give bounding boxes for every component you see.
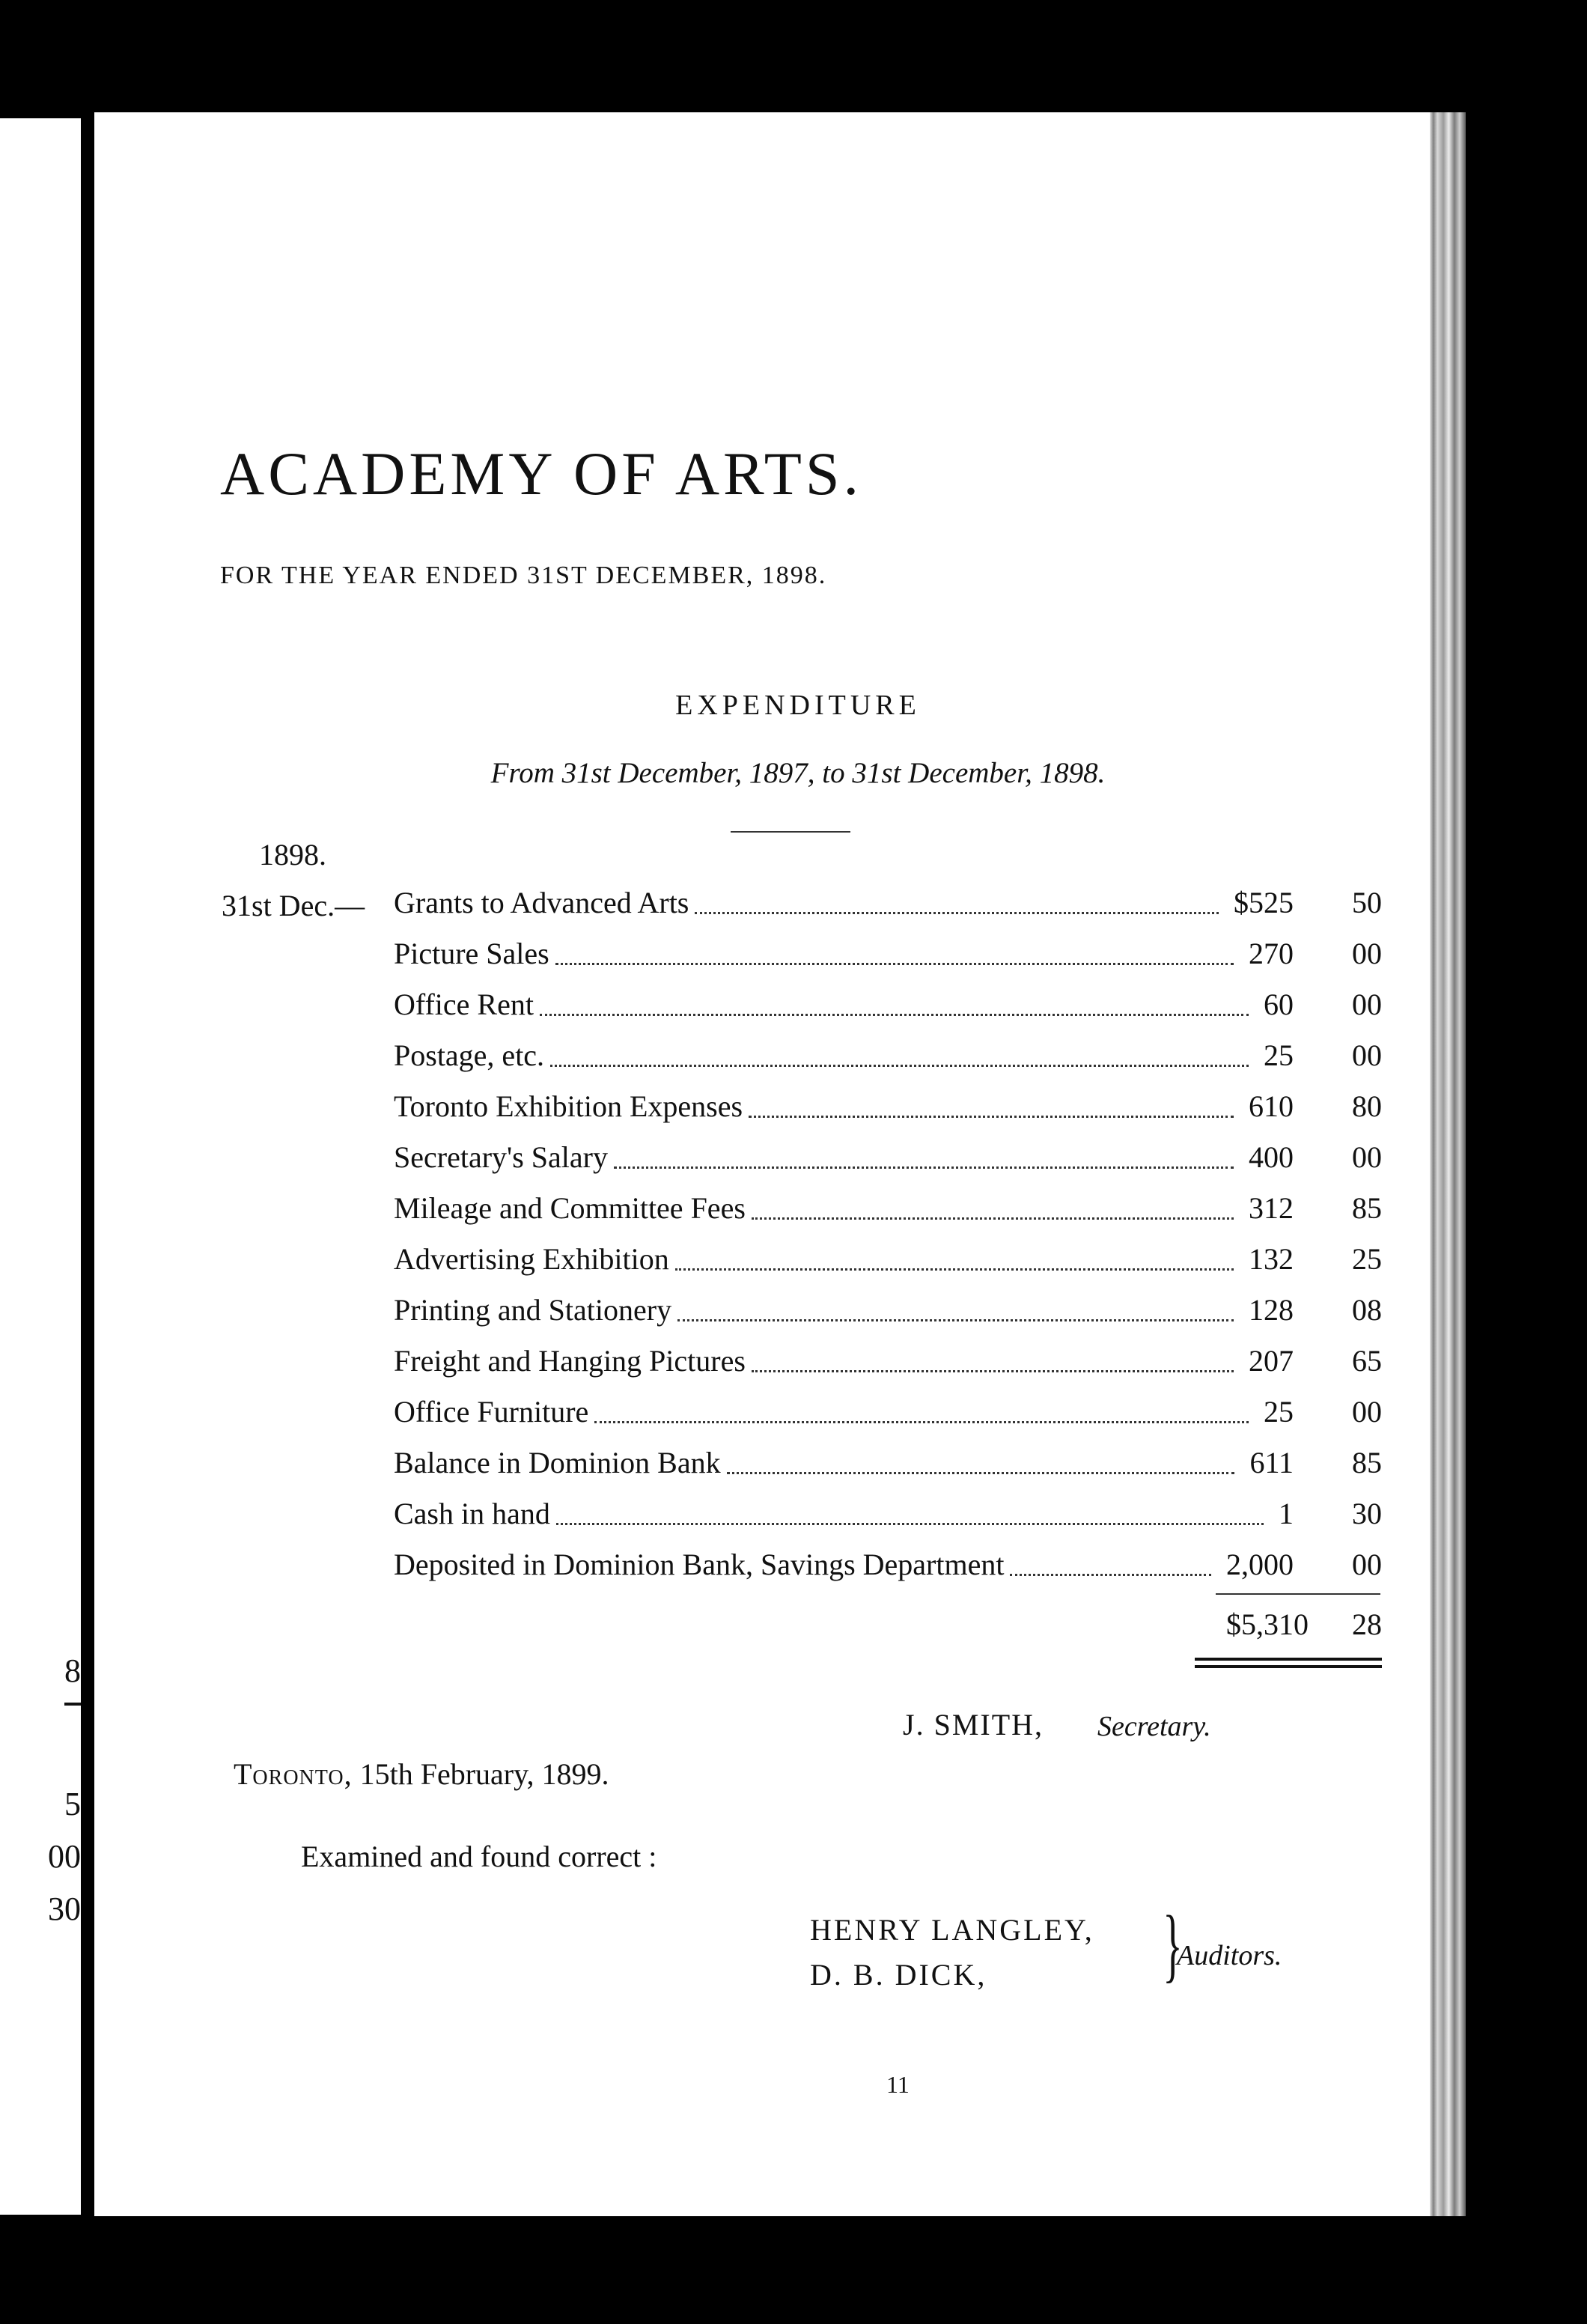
- expenditure-description: Picture Sales: [394, 937, 549, 970]
- expenditure-row: [394, 1132, 1382, 1183]
- expenditure-description: Balance in Dominion Bank: [394, 1446, 721, 1479]
- expenditure-row: [394, 1183, 1382, 1234]
- expenditure-description: Office Furniture: [394, 1395, 589, 1429]
- expenditure-description: Grants to Advanced Arts: [394, 886, 689, 919]
- amount-cents: 00: [1352, 1548, 1382, 1581]
- page-edge: [1425, 112, 1466, 2216]
- amount-dollars: 25: [1264, 1038, 1294, 1072]
- amount-dollars: 25: [1264, 1395, 1294, 1429]
- dot-leader: [695, 882, 1219, 914]
- amount-dollars: 312: [1249, 1191, 1294, 1225]
- amount-dollars: 270: [1249, 937, 1294, 970]
- expenditure-description: Advertising Exhibition: [394, 1242, 669, 1276]
- expenditure-row: [394, 1438, 1382, 1488]
- dot-leader: [752, 1340, 1234, 1372]
- dot-leader: [677, 1289, 1234, 1321]
- expenditure-row: [394, 1539, 1382, 1590]
- double-rule-bottom: [1195, 1665, 1382, 1668]
- amount-dollars: 128: [1249, 1293, 1294, 1327]
- examined-statement: Examined and found correct :: [301, 1840, 657, 1873]
- expenditure-description: Office Rent: [394, 988, 534, 1021]
- auditors-role: Auditors.: [1177, 1940, 1282, 1971]
- total-dollars: $5,310: [1226, 1607, 1309, 1641]
- expenditure-row: [394, 877, 1382, 928]
- amount-dollars: 610: [1249, 1089, 1294, 1123]
- date-range: From 31st December, 1897, to 31st December, 1898.: [490, 757, 1106, 789]
- amount-dollars: 207: [1249, 1344, 1294, 1378]
- expenditure-row: [394, 1387, 1382, 1438]
- left-page-fragment: 30: [48, 1890, 81, 1927]
- left-page-fragment: 00: [48, 1838, 81, 1875]
- city: Toronto,: [234, 1757, 353, 1791]
- amount-cents: 80: [1352, 1089, 1382, 1123]
- expenditure-description: Cash in hand: [394, 1497, 550, 1530]
- document-page: [94, 112, 1430, 2216]
- amount-cents: 00: [1352, 1395, 1382, 1429]
- expenditure-description: Secretary's Salary: [394, 1140, 608, 1174]
- amount-cents: 85: [1352, 1191, 1382, 1225]
- ledger-year: 1898.: [259, 838, 326, 872]
- expenditure-row: [394, 979, 1382, 1030]
- dot-leader: [555, 933, 1234, 965]
- amount-dollars: 60: [1264, 988, 1294, 1021]
- dot-leader: [594, 1391, 1249, 1423]
- amount-dollars: 1: [1279, 1497, 1294, 1530]
- amount-cents: 00: [1352, 1038, 1382, 1072]
- brace-glyph: }: [1163, 1899, 1183, 1990]
- amount-cents: 00: [1352, 1140, 1382, 1174]
- auditor-name: HENRY LANGLEY,: [810, 1913, 1094, 1947]
- expenditure-row: [394, 1336, 1382, 1387]
- amount-dollars: $525: [1234, 886, 1294, 919]
- dot-leader: [556, 1493, 1264, 1525]
- left-page-rule: [64, 1703, 81, 1706]
- expenditure-row: [394, 928, 1382, 979]
- expenditure-description: Printing and Stationery: [394, 1293, 672, 1327]
- dot-leader: [1010, 1544, 1211, 1576]
- amount-cents: 50: [1352, 886, 1382, 919]
- sum-rule: [1216, 1593, 1380, 1595]
- left-page-fragment: 8: [64, 1652, 81, 1689]
- section-heading: EXPENDITURE: [675, 690, 921, 721]
- expenditure-list: [394, 877, 1382, 1590]
- double-rule-top: [1195, 1658, 1382, 1661]
- ledger-date: 31st Dec.—: [222, 889, 365, 922]
- amount-dollars: 400: [1249, 1140, 1294, 1174]
- expenditure-description: Toronto Exhibition Expenses: [394, 1089, 743, 1123]
- secretary-title: Secretary.: [1097, 1711, 1211, 1742]
- dot-leader: [727, 1442, 1234, 1474]
- left-facing-page: [0, 118, 81, 2215]
- dot-leader: [749, 1086, 1234, 1118]
- divider: [731, 831, 850, 833]
- total-amount: [1142, 1607, 1382, 1652]
- total-cents: 28: [1352, 1607, 1382, 1641]
- amount-cents: 30: [1352, 1497, 1382, 1530]
- expenditure-row: [394, 1081, 1382, 1132]
- auditor-name: D. B. DICK,: [810, 1958, 987, 1992]
- expenditure-row: [394, 1285, 1382, 1336]
- dot-leader: [675, 1238, 1234, 1271]
- amount-cents: 85: [1352, 1446, 1382, 1479]
- expenditure-row: [394, 1030, 1382, 1081]
- dot-leader: [752, 1187, 1234, 1220]
- amount-cents: 65: [1352, 1344, 1382, 1378]
- dot-leader: [550, 1035, 1249, 1067]
- place-and-date: [234, 1756, 609, 1792]
- date: 15th February, 1899.: [359, 1757, 609, 1791]
- amount-cents: 08: [1352, 1293, 1382, 1327]
- amount-cents: 00: [1352, 937, 1382, 970]
- amount-dollars: 2,000: [1226, 1548, 1294, 1581]
- secretary-name: J. SMITH,: [903, 1708, 1044, 1742]
- expenditure-description: Mileage and Committee Fees: [394, 1191, 746, 1225]
- page-title: ACADEMY OF ARTS.: [220, 439, 862, 508]
- expenditure-description: Freight and Hanging Pictures: [394, 1344, 746, 1378]
- amount-cents: 00: [1352, 988, 1382, 1021]
- expenditure-row: [394, 1488, 1382, 1539]
- expenditure-description: Postage, etc.: [394, 1038, 545, 1072]
- left-page-fragment: 5: [64, 1786, 81, 1822]
- amount-dollars: 611: [1249, 1446, 1294, 1479]
- expenditure-description: Deposited in Dominion Bank, Savings Department: [394, 1548, 1005, 1581]
- page-subtitle: FOR THE YEAR ENDED 31ST DECEMBER, 1898.: [220, 562, 827, 589]
- amount-dollars: 132: [1249, 1242, 1294, 1276]
- dot-leader: [614, 1137, 1234, 1169]
- amount-cents: 25: [1352, 1242, 1382, 1276]
- page-number: 11: [886, 2071, 910, 2098]
- expenditure-row: [394, 1234, 1382, 1285]
- dot-leader: [540, 984, 1249, 1016]
